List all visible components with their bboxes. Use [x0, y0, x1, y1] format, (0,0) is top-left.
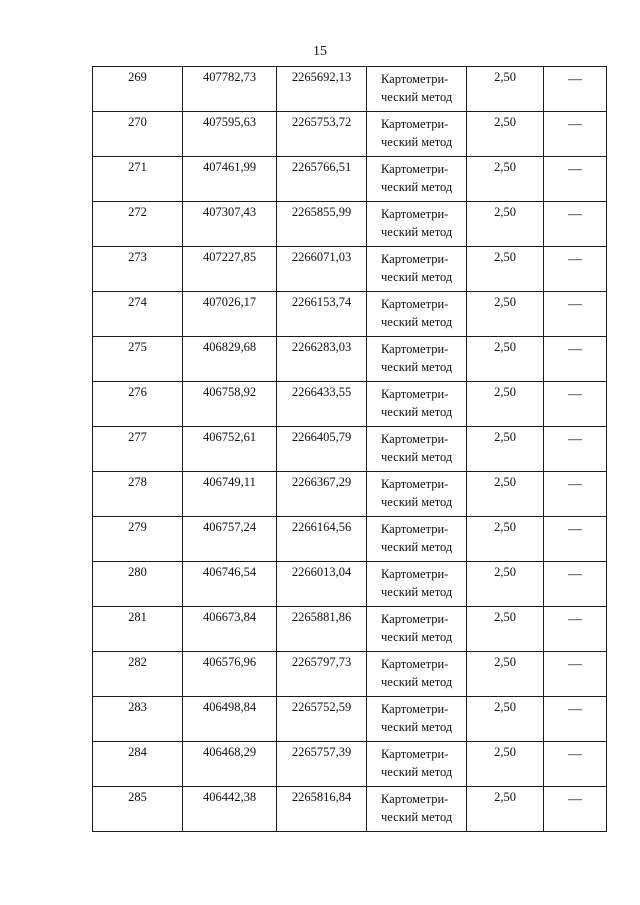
method-line-2: ческий метод: [381, 405, 453, 419]
point-number-cell: 277: [93, 427, 183, 472]
method-line-2: ческий метод: [381, 270, 453, 284]
method-cell: [367, 787, 467, 832]
method-line-1: Картометри-: [381, 387, 449, 401]
accuracy-cell: 2,50: [467, 157, 544, 202]
table-row: [93, 607, 607, 652]
method-line-1: Картометри-: [381, 432, 449, 446]
accuracy-cell: 2,50: [467, 112, 544, 157]
description-cell: —: [544, 517, 607, 562]
method-line-2: ческий метод: [381, 90, 453, 104]
y-coordinate-cell: 2265816,84: [277, 787, 367, 832]
accuracy-cell: 2,50: [467, 337, 544, 382]
description-cell: —: [544, 427, 607, 472]
point-number-cell: 275: [93, 337, 183, 382]
y-coordinate-cell: 2266367,29: [277, 472, 367, 517]
method-line-1: Картометри-: [381, 747, 449, 761]
method-cell: [367, 337, 467, 382]
method-cell: [367, 607, 467, 652]
method-line-2: ческий метод: [381, 315, 453, 329]
x-coordinate-cell: 406673,84: [183, 607, 277, 652]
description-cell: —: [544, 157, 607, 202]
description-cell: —: [544, 562, 607, 607]
description-cell: —: [544, 382, 607, 427]
x-coordinate-cell: 406576,96: [183, 652, 277, 697]
y-coordinate-cell: 2266071,03: [277, 247, 367, 292]
y-coordinate-cell: 2265766,51: [277, 157, 367, 202]
method-line-2: ческий метод: [381, 450, 453, 464]
description-cell: —: [544, 742, 607, 787]
method-cell: [367, 202, 467, 247]
method-line-2: ческий метод: [381, 675, 453, 689]
description-cell: —: [544, 247, 607, 292]
point-number-cell: 272: [93, 202, 183, 247]
method-cell: [367, 562, 467, 607]
table-row: [93, 652, 607, 697]
accuracy-cell: 2,50: [467, 742, 544, 787]
x-coordinate-cell: 406442,38: [183, 787, 277, 832]
accuracy-cell: 2,50: [467, 652, 544, 697]
method-line-2: ческий метод: [381, 360, 453, 374]
description-cell: —: [544, 202, 607, 247]
y-coordinate-cell: 2266164,56: [277, 517, 367, 562]
method-line-1: Картометри-: [381, 792, 449, 806]
table-row: [93, 697, 607, 742]
x-coordinate-cell: 407782,73: [183, 67, 277, 112]
method-line-1: Картометри-: [381, 297, 449, 311]
method-cell: [367, 472, 467, 517]
y-coordinate-cell: 2265881,86: [277, 607, 367, 652]
method-cell: [367, 247, 467, 292]
description-cell: —: [544, 337, 607, 382]
point-number-cell: 281: [93, 607, 183, 652]
point-number-cell: 280: [93, 562, 183, 607]
method-line-2: ческий метод: [381, 540, 453, 554]
point-number-cell: 282: [93, 652, 183, 697]
y-coordinate-cell: 2266013,04: [277, 562, 367, 607]
point-number-cell: 278: [93, 472, 183, 517]
method-line-2: ческий метод: [381, 720, 453, 734]
accuracy-cell: 2,50: [467, 247, 544, 292]
description-cell: —: [544, 652, 607, 697]
point-number-cell: 269: [93, 67, 183, 112]
point-number-cell: 279: [93, 517, 183, 562]
description-cell: —: [544, 787, 607, 832]
x-coordinate-cell: 406749,11: [183, 472, 277, 517]
method-line-2: ческий метод: [381, 225, 453, 239]
description-cell: —: [544, 472, 607, 517]
accuracy-cell: 2,50: [467, 472, 544, 517]
page-number: 15: [313, 44, 327, 59]
point-number-cell: 285: [93, 787, 183, 832]
point-number-cell: 283: [93, 697, 183, 742]
y-coordinate-cell: 2266283,03: [277, 337, 367, 382]
method-cell: [367, 652, 467, 697]
x-coordinate-cell: 406758,92: [183, 382, 277, 427]
method-line-1: Картометри-: [381, 342, 449, 356]
table-row: [93, 337, 607, 382]
method-line-1: Картометри-: [381, 612, 449, 626]
accuracy-cell: 2,50: [467, 202, 544, 247]
method-line-1: Картометри-: [381, 162, 449, 176]
table-row: [93, 427, 607, 472]
x-coordinate-cell: 406829,68: [183, 337, 277, 382]
method-line-1: Картометри-: [381, 207, 449, 221]
table-row: [93, 742, 607, 787]
x-coordinate-cell: 406752,61: [183, 427, 277, 472]
description-cell: —: [544, 697, 607, 742]
accuracy-cell: 2,50: [467, 697, 544, 742]
method-line-1: Картометри-: [381, 72, 449, 86]
table-row: [93, 517, 607, 562]
method-line-1: Картометри-: [381, 567, 449, 581]
y-coordinate-cell: 2265752,59: [277, 697, 367, 742]
point-number-cell: 274: [93, 292, 183, 337]
x-coordinate-cell: 406498,84: [183, 697, 277, 742]
accuracy-cell: 2,50: [467, 517, 544, 562]
accuracy-cell: 2,50: [467, 427, 544, 472]
method-line-1: Картометри-: [381, 702, 449, 716]
method-cell: [367, 517, 467, 562]
y-coordinate-cell: 2265753,72: [277, 112, 367, 157]
method-line-1: Картометри-: [381, 477, 449, 491]
method-cell: [367, 112, 467, 157]
table-row: [93, 112, 607, 157]
y-coordinate-cell: 2265692,13: [277, 67, 367, 112]
y-coordinate-cell: 2265855,99: [277, 202, 367, 247]
y-coordinate-cell: 2266153,74: [277, 292, 367, 337]
y-coordinate-cell: 2266405,79: [277, 427, 367, 472]
method-line-1: Картометри-: [381, 522, 449, 536]
table-row: [93, 247, 607, 292]
table-row: [93, 562, 607, 607]
x-coordinate-cell: 406757,24: [183, 517, 277, 562]
x-coordinate-cell: 407595,63: [183, 112, 277, 157]
point-number-cell: 273: [93, 247, 183, 292]
table-row: [93, 292, 607, 337]
x-coordinate-cell: 406746,54: [183, 562, 277, 607]
table-row: [93, 67, 607, 112]
x-coordinate-cell: 407307,43: [183, 202, 277, 247]
method-line-1: Картометри-: [381, 657, 449, 671]
accuracy-cell: 2,50: [467, 562, 544, 607]
coordinates-table-body: [93, 67, 607, 832]
accuracy-cell: 2,50: [467, 607, 544, 652]
description-cell: —: [544, 112, 607, 157]
point-number-cell: 271: [93, 157, 183, 202]
method-cell: [367, 157, 467, 202]
x-coordinate-cell: 406468,29: [183, 742, 277, 787]
method-line-2: ческий метод: [381, 585, 453, 599]
point-number-cell: 270: [93, 112, 183, 157]
accuracy-cell: 2,50: [467, 292, 544, 337]
point-number-cell: 284: [93, 742, 183, 787]
description-cell: —: [544, 292, 607, 337]
method-cell: [367, 292, 467, 337]
x-coordinate-cell: 407026,17: [183, 292, 277, 337]
coordinates-table: [92, 66, 607, 832]
table-row: [93, 382, 607, 427]
x-coordinate-cell: 407461,99: [183, 157, 277, 202]
method-line-2: ческий метод: [381, 180, 453, 194]
method-line-2: ческий метод: [381, 495, 453, 509]
table-row: [93, 157, 607, 202]
method-line-2: ческий метод: [381, 630, 453, 644]
method-line-2: ческий метод: [381, 765, 453, 779]
description-cell: —: [544, 67, 607, 112]
accuracy-cell: 2,50: [467, 67, 544, 112]
method-cell: [367, 427, 467, 472]
method-cell: [367, 67, 467, 112]
method-cell: [367, 742, 467, 787]
method-line-1: Картометри-: [381, 252, 449, 266]
y-coordinate-cell: 2265797,73: [277, 652, 367, 697]
accuracy-cell: 2,50: [467, 382, 544, 427]
table-row: [93, 202, 607, 247]
table-row: [93, 787, 607, 832]
x-coordinate-cell: 407227,85: [183, 247, 277, 292]
method-cell: [367, 697, 467, 742]
point-number-cell: 276: [93, 382, 183, 427]
y-coordinate-cell: 2265757,39: [277, 742, 367, 787]
accuracy-cell: 2,50: [467, 787, 544, 832]
method-line-2: ческий метод: [381, 810, 453, 824]
method-cell: [367, 382, 467, 427]
y-coordinate-cell: 2266433,55: [277, 382, 367, 427]
method-line-2: ческий метод: [381, 135, 453, 149]
method-line-1: Картометри-: [381, 117, 449, 131]
table-row: [93, 472, 607, 517]
description-cell: —: [544, 607, 607, 652]
